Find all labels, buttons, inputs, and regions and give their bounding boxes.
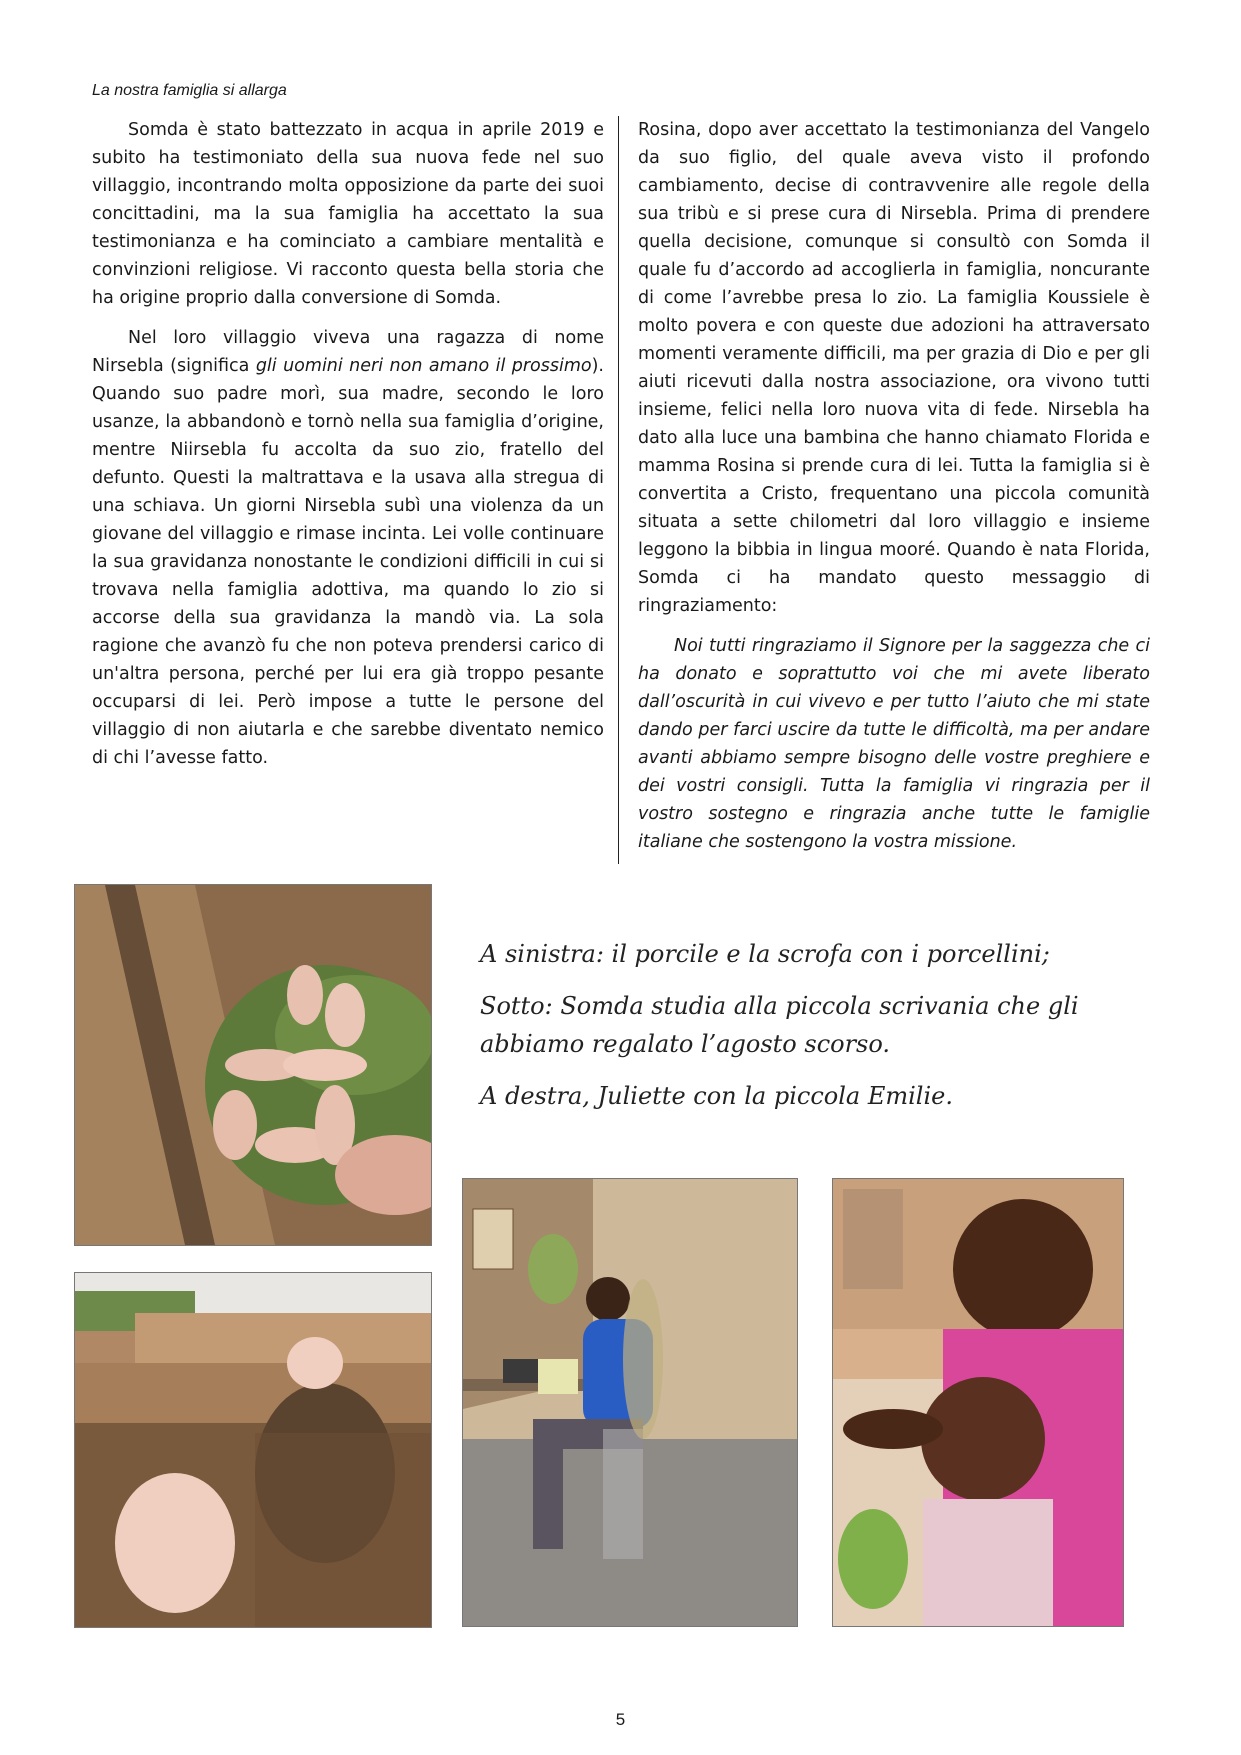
page-number: 5 bbox=[615, 1710, 626, 1729]
column-divider bbox=[618, 116, 619, 864]
right-column bbox=[638, 116, 1150, 868]
caption-line-right: A destra, Juliette con la piccola Emilie. bbox=[480, 1082, 953, 1110]
photo-sow-with-piglets bbox=[74, 884, 432, 1246]
paragraph-baptism: Somda è stato battezzato in acqua in aprile 2019 e subito ha testimoniato della sua nuova fede nel suo villaggio, incontrando molta opposizione da parte dei suoi concittadini, ma la sua famiglia ha accettato la sua testimonianza e ha cominciato a cambiare mentalità e convinzioni religiose. Vi racconto questa bella storia che ha origine proprio dalla conversione di Somda. bbox=[92, 120, 604, 308]
running-title: La nostra famiglia si allarga bbox=[92, 82, 287, 99]
thanks-quote: Noi tutti ringraziamo il Signore per la saggezza che ci ha donato e soprattutto voi che mi avete liberato dall’oscurità in cui vivevo e per tutto l’aiuto che mi state dando per farci uscire da tutte le difficoltà, ma per andare avanti abbiamo sempre bisogno delle vostre preghiere e dei vostri consigli. Tutta la famiglia vi ringrazia per il vostro sostegno e ringrazia anche tutte le famiglie italiane che sostengono la vostra missione. bbox=[638, 636, 1150, 852]
photo-caption bbox=[480, 935, 1120, 1129]
photo-somda-studying bbox=[462, 1178, 798, 1627]
paragraph-rosina: Rosina, dopo aver accettato la testimonianza del Vangelo da suo figlio, del quale aveva visto il profondo cambiamento, decise di contravvenire alle regole della sua tribù e si prese cura di Nirsebla. Prima di prendere quella decisione, comunque si consultò con Somda il quale fu d’accordo ad accoglierla in famiglia, noncurante di come l’avrebbe presa lo zio. La famiglia Koussiele è molto povera e con queste due adozioni ha attraversato momenti veramente difficili, ma per grazia di Dio e per gli aiuti ricevuti dalla nostra associazione, ora vivono tutti insieme, felici nella loro nuova vita di fede. Nirsebla ha dato alla luce una bambina che hanno chiamato Florida e mamma Rosina si prende cura di lei. Tutta la famiglia si è convertita a Cristo, frequentano una piccola comunità situata a sette chilometri dal loro villaggio e insieme leggono la bibbia in lingua mooré. Quando è nata Florida, Somda ci ha mandato questo messaggio di ringraziamento: bbox=[638, 120, 1150, 616]
photo-pigs-in-pen bbox=[74, 1272, 432, 1628]
caption-line-below: Sotto: Somda studia alla piccola scrivania che gli abbiamo regalato l’agosto scorso. bbox=[480, 992, 1079, 1058]
photo-juliette-and-emilie bbox=[832, 1178, 1124, 1627]
name-meaning: gli uomini neri non amano il prossimo bbox=[255, 356, 592, 376]
paragraph-nirsebla-start: Nel loro villaggio viveva una ragazza di nome Nirsebla (significa bbox=[92, 328, 604, 376]
paragraph-nirsebla bbox=[92, 324, 604, 772]
caption-line-left: A sinistra: il porcile e la scrofa con i porcellini; bbox=[480, 940, 1050, 968]
left-column bbox=[92, 116, 604, 784]
paragraph-nirsebla-rest: ). Quando suo padre morì, sua madre, secondo le loro usanze, la abbandonò e tornò nella sua famiglia d’origine, mentre Niirsebla fu accolta da suo zio, fratello del defunto. Questi la maltrattava e la usava alla stregua di una schiava. Un giorni Nirsebla subì una violenza da un giovane del villaggio e rimase incinta. Lei volle continuare la sua gravidanza nonostante le condizioni difficili in cui si trovava nella famiglia adottiva, ma quando lo zio si accorse della sua gravidanza la mandò via. La sola ragione che avanzò fu che non poteva prendersi carico di un'altra persona, perché per lui era già troppo pesante occuparsi di lei. Però impose a tutte le persone del villaggio di non aiutarla e che sarebbe diventato nemico di chi l’avesse fatto. bbox=[92, 356, 604, 768]
